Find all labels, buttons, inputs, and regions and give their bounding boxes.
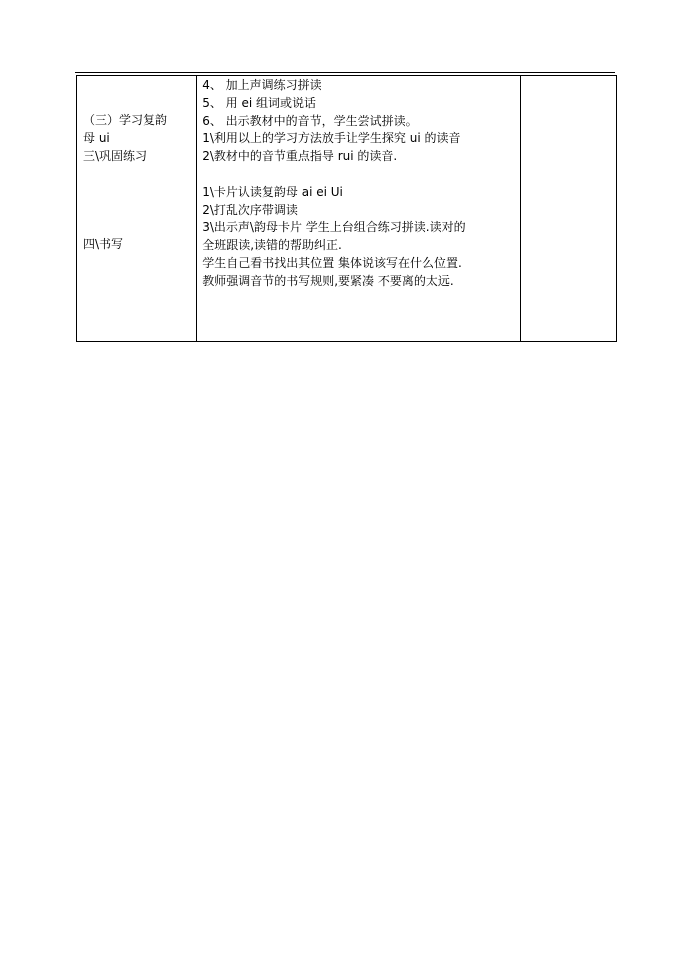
notes-cell (520, 76, 616, 342)
stage-cell (77, 76, 197, 342)
activity-line: 1\利用以上的学习方法放手让学生探究 ui 的读音 (202, 131, 461, 146)
stage-heading-line3: 三\巩固练习 (83, 148, 148, 163)
header-rule (75, 72, 615, 73)
activity-line: 学生自己看书找出其位置 集体说该写在什么位置. (202, 255, 462, 270)
stage-heading-line2: 母 ui (83, 130, 110, 145)
lesson-plan-table (76, 75, 617, 342)
activity-line: 2\教材中的音节重点指导 rui 的读音. (202, 149, 398, 164)
activity-line: 2\打乱次序带调读 (202, 202, 298, 217)
activity-line: 全班跟读,读错的帮助纠正. (202, 238, 342, 253)
blank-line (202, 166, 518, 184)
activity-line: 6、 出示教材中的音节，学生尝试拼读。 (202, 113, 418, 128)
table-row (77, 76, 617, 342)
activity-line: 教师强调音节的书写规则,要紧凑 不要离的太远. (202, 273, 454, 288)
activity-cell (197, 76, 521, 342)
activity-line: 1\卡片认读复韵母 ai ei Ui (202, 184, 343, 199)
stage-heading-line1: （三）学习复韵 (83, 113, 168, 127)
activity-line: 5、 用 ei 组词或说话 (202, 95, 317, 110)
activity-line: 4、 加上声调练习拼读 (202, 78, 322, 92)
activity-line: 3\出示声\韵母卡片 学生上台组合练习拼读.读对的 (202, 220, 466, 235)
spacer (83, 165, 192, 236)
stage-heading-line4: 四\书写 (83, 237, 124, 252)
